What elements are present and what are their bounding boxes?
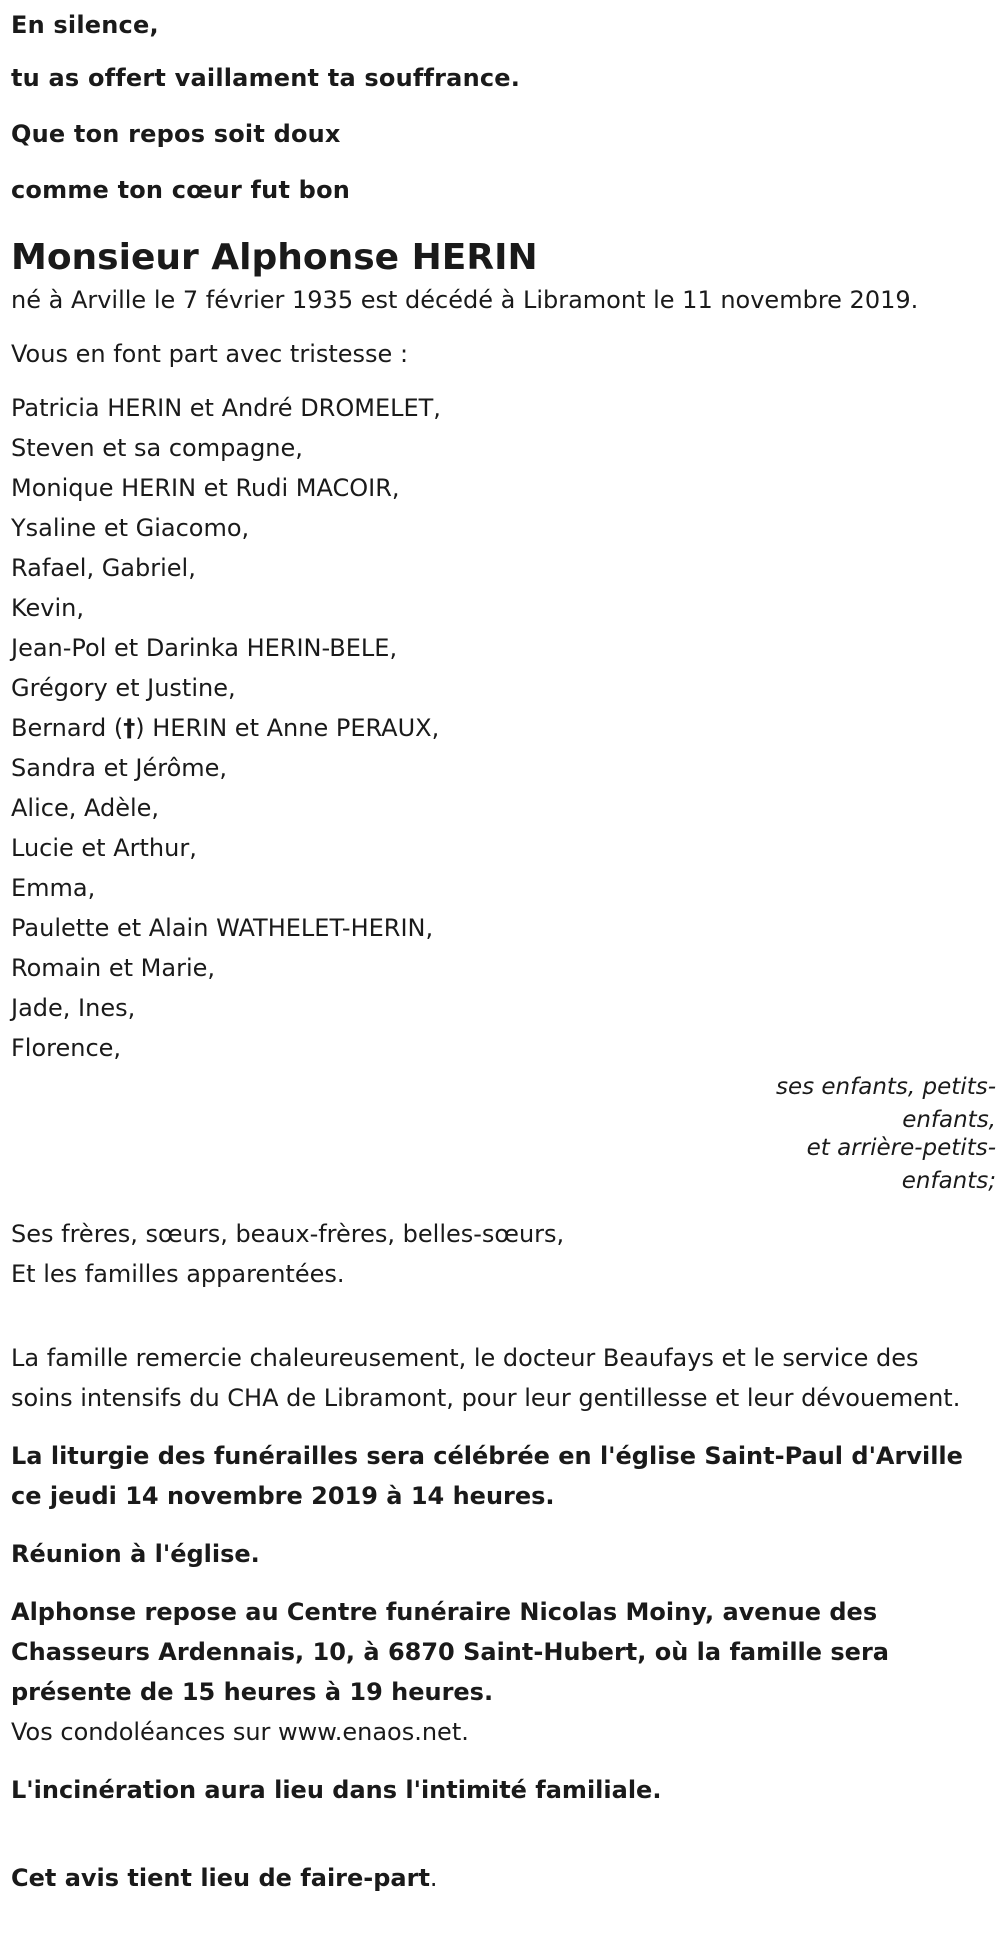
family-member-bernard: [11, 708, 991, 748]
family-member: Paulette et Alain WATHELET-HERIN,: [11, 914, 434, 942]
family-member: Monique HERIN et Rudi MACOIR,: [11, 474, 400, 502]
deceased-name: Monsieur Alphonse HERIN: [11, 237, 538, 278]
family-member: Kevin,: [11, 594, 85, 622]
cross-icon: †: [123, 714, 136, 742]
announcement: Vous en font part avec tristesse :: [11, 340, 409, 368]
poem-line: comme ton cœur fut bon: [11, 176, 351, 204]
extended-family: [11, 1214, 991, 1294]
family-member: Sandra et Jérôme,: [11, 754, 228, 782]
family-member: Alice, Adèle,: [11, 794, 160, 822]
closing-note: [11, 1858, 991, 1898]
obituary-notice: [11, 0, 996, 1898]
family-member: Steven et sa compagne,: [11, 434, 303, 462]
poem-line: Que ton repos soit doux: [11, 120, 341, 148]
funeral-liturgy: La liturgie des funérailles sera célébrée en l'église Saint-Paul d'Arville ce jeudi 14 novembre 2019 à 14 heures.: [11, 1442, 963, 1510]
family-member: Jean-Pol et Darinka HERIN-BELE,: [11, 634, 398, 662]
funeral-repose: Alphonse repose au Centre funéraire Nicolas Moiny, avenue des Chasseurs Ardennais, 10, à 6870 Saint-Hubert, où la famille sera présente de 15 heures à 19 heures.: [11, 1598, 889, 1706]
family-member: Grégory et Justine,: [11, 674, 236, 702]
funeral-meeting: Réunion à l'église.: [11, 1540, 260, 1568]
bernard-name-start: Bernard (: [11, 714, 124, 742]
condolences: Vos condoléances sur www.enaos.net.: [11, 1718, 469, 1746]
extended-family-line: Ses frères, sœurs, beaux-frères, belles-sœurs,: [11, 1220, 565, 1248]
poem-line: En silence,: [11, 11, 159, 39]
family-member: Patricia HERIN et André DROMELET,: [11, 394, 441, 422]
thanks-paragraph: La famille remercie chaleureusement, le docteur Beaufays et le service des soins intensifs du CHA de Libramont, pour leur gentillesse et leur dévouement.: [11, 1344, 961, 1412]
relation-line: ses enfants, petits-: [775, 1074, 996, 1100]
bernard-name-end: ) HERIN et Anne PERAUX,: [135, 714, 440, 742]
closing-text: Cet avis tient lieu de faire-part: [11, 1864, 430, 1892]
family-member: Jade, Ines,: [11, 994, 136, 1022]
relation-line: enfants,: [902, 1107, 996, 1133]
cremation: L'incinération aura lieu dans l'intimité familiale.: [11, 1776, 662, 1804]
family-member: Emma,: [11, 874, 96, 902]
poem: [11, 0, 991, 218]
family-member: Rafael, Gabriel,: [11, 554, 196, 582]
family-relation: [11, 1068, 996, 1200]
family-member: Lucie et Arthur,: [11, 834, 197, 862]
family-member: Romain et Marie,: [11, 954, 216, 982]
deceased-intro: né à Arville le 7 février 1935 est décédé à Libramont le 11 novembre 2019.: [11, 286, 919, 314]
closing-period: .: [429, 1864, 438, 1892]
relation-line: et arrière-petits-: [806, 1135, 996, 1161]
family-member: Florence,: [11, 1034, 122, 1062]
poem-line: tu as offert vaillament ta souffrance.: [11, 64, 521, 92]
family-list: [11, 388, 991, 1068]
extended-family-line: Et les familles apparentées.: [11, 1260, 345, 1288]
relation-line: enfants;: [901, 1168, 996, 1194]
family-member: Ysaline et Giacomo,: [11, 514, 250, 542]
